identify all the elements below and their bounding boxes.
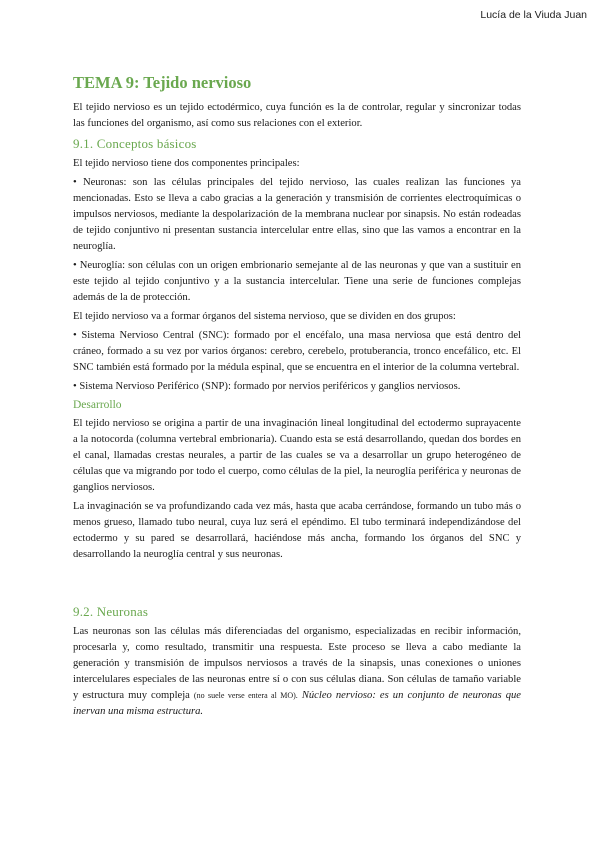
author-name: Lucía de la Viuda Juan [480,9,587,21]
document-title: TEMA 9: Tejido nervioso [73,73,252,92]
subheading-desarrollo: Desarrollo [73,399,122,411]
paragraph-text: Las neuronas son las células más diferenciadas del organismo, especializadas en recibir información, procesarla y, como resultado, transmitir una respuesta. Este proceso se lleva a cabo mediante la generación y transmisión de impulsos nerviosos a través de la sinapsis, unas conexiones o uniones intercelulares especiales de las neuronas entre sí o con sus células diana. Son células de tamaño variable y estructura muy compleja [73,626,521,701]
aside-note: (no suele verse entera al MO). [193,691,298,700]
section-heading-neuronas: 9.2. Neuronas [73,604,149,619]
bullet-neuroglia: • Neuroglía: son células con un origen embrionario semejante al de las neuronas y que van a sustituir en este tejido al tejido conjuntivo y a la sustancia intercelular. Tiene una serie de funciones complejas además de la de protección. [73,260,521,303]
document-body [73,73,521,723]
bullet-snc: • Sistema Nervioso Central (SNC): formado por el encéfalo, una masa nerviosa que está dentro del cráneo, formado a su vez por varios órganos: cerebro, cerebelo, protuberancia, tronco encefálico, etc. El SNC también está formado por la médula espinal, que se encuentra en el interior de la columna vertebral. [73,330,521,373]
bullet-neuronas: • Neuronas: son las células principales del tejido nervioso, las cuales realizan las funciones ya mencionadas. Esto se lleva a cabo gracias a la generación y transmisión de corrientes electroquímicas o impulsos nerviosos, mediante la despolarización de la membrana nuclear por sinapsis. No están rodeadas de tejido conjuntivo ni presentan sustancia intercelular entre ellas, sino que las vamos a encontrar en la neuroglía. [73,177,521,252]
paragraph: El tejido nervioso se origina a partir de una invaginación lineal longitudinal del ectodermo suprayacente a la notocorda (columna vertebral embrionaria). Cuando esta se está desarrollando, quedan dos bordes en el canal, llamadas crestas neurales, a partir de las cuales se va a desarrollar un grupo heterogéneo de células que va migrando por todo el cuerpo, como células de la piel, la neuroglía periférica y neuronas de ganglios nerviosos. [73,418,521,493]
intro-paragraph: El tejido nervioso es un tejido ectodérmico, cuya función es la de controlar, regular y sincronizar todas las funciones del organismo, así como sus relaciones con el exterior. [73,102,521,129]
paragraph: El tejido nervioso va a formar órganos del sistema nervioso, que se dividen en dos grupos: [73,311,456,322]
bullet-snp: • Sistema Nervioso Periférico (SNP): formado por nervios periféricos y ganglios nerviosos. [73,381,461,392]
section-heading-conceptos: 9.1. Conceptos básicos [73,136,197,151]
paragraph: El tejido nervioso tiene dos componentes principales: [73,158,300,169]
definition-nucleo-nervioso: Núcleo nervioso: es un conjunto de neuronas que inervan una misma estructura. [73,690,521,717]
paragraph: La invaginación se va profundizando cada vez más, hasta que acaba cerrándose, formando un tubo más o menos grueso, llamado tubo neural, cuya luz será el epéndimo. El tubo terminará independizándose del ectodermo y su pared se desarrollará, haciéndose más ancha, formando los órganos del SNC y desarrollando la neuroglía central y sus neuronas. [73,501,521,560]
paragraph-neuronas [73,624,521,720]
